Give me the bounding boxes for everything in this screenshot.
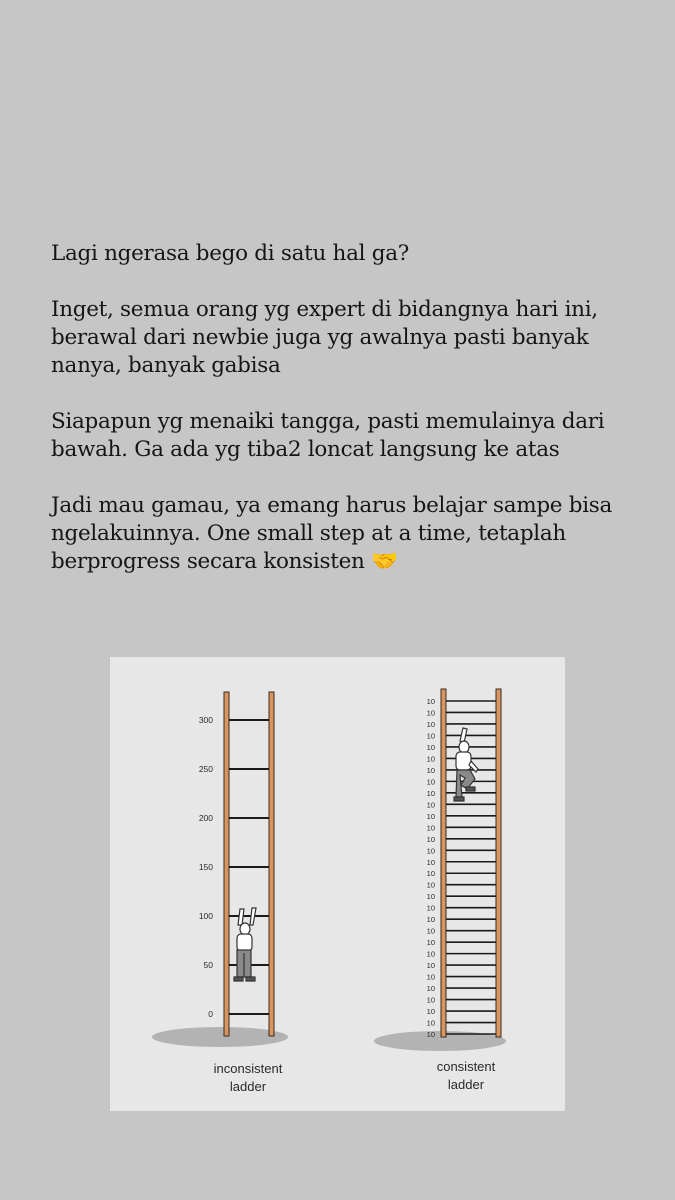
left-ladder-rung-label: 50 <box>203 960 213 970</box>
right-ladder-rail-right <box>496 689 501 1037</box>
right-ladder-label-line2: ladder <box>447 1077 485 1092</box>
text-fragment: berprogress secara konsisten <box>51 549 365 574</box>
right-ladder-rung-label: 10 <box>426 765 435 775</box>
text-line: Jadi mau gamau, ya emang harus belajar sampe bisa <box>51 493 613 518</box>
right-ladder-rung-label: 10 <box>426 742 435 752</box>
right-ladder-rung-label: 10 <box>426 846 435 856</box>
right-ladder-rung-label: 10 <box>426 995 435 1005</box>
left-ladder-rail-left <box>224 692 229 1036</box>
right-ladder-rung-label: 10 <box>426 961 435 971</box>
right-ladder-rung-label: 10 <box>426 777 435 787</box>
right-ladder-rung-label: 10 <box>426 903 435 913</box>
right-ladder-rung-label: 10 <box>426 915 435 925</box>
ladder-illustration <box>110 657 565 1111</box>
text-line-with-emoji <box>51 548 651 576</box>
left-ladder-rungs <box>199 715 269 1019</box>
paragraph-3 <box>51 408 651 464</box>
text-line: Siapapun yg menaiki tangga, pasti memulainya dari <box>51 409 605 434</box>
ladder-illustration-svg <box>110 657 565 1111</box>
right-ladder-rung-label: 10 <box>426 949 435 959</box>
text-line: bawah. Ga ada yg tiba2 loncat langsung ke atas <box>51 437 560 462</box>
climber-figure-climbing <box>454 728 478 801</box>
left-ladder-rung-label: 250 <box>198 764 213 774</box>
right-ladder-rung-label: 10 <box>426 892 435 902</box>
story-text <box>51 240 651 604</box>
text-line: Inget, semua orang yg expert di bidangnya hari ini, <box>51 297 598 322</box>
paragraph-2 <box>51 296 651 380</box>
left-ladder-rail-right <box>269 692 274 1036</box>
right-ladder-rung-label: 10 <box>426 869 435 879</box>
right-ladder-rung-label: 10 <box>426 1030 435 1039</box>
handshake-icon: 🤝 <box>371 549 398 574</box>
left-ladder-label-line1: inconsistent <box>213 1061 283 1076</box>
left-ladder-rung-label: 300 <box>198 715 213 725</box>
right-ladder-rung-label: 10 <box>426 823 435 833</box>
right-ladder-rung-label: 10 <box>426 857 435 867</box>
text-line: ngelakuinnya. One small step at a time, tetaplah <box>51 521 566 546</box>
right-ladder-rung-label: 10 <box>426 788 435 798</box>
paragraph-1 <box>51 240 651 268</box>
text-line: nanya, banyak gabisa <box>51 353 281 378</box>
right-ladder-label-line1: consistent <box>436 1059 496 1074</box>
left-ladder-rung-label: 0 <box>208 1009 213 1019</box>
paragraph-4 <box>51 492 651 576</box>
right-ladder-rung-label: 10 <box>426 731 435 741</box>
right-ladder-rung-label: 10 <box>426 811 435 821</box>
right-ladder-rung-label: 10 <box>426 708 435 718</box>
right-ladder-rung-label: 10 <box>426 1018 435 1028</box>
right-ladder-rung-label: 10 <box>426 834 435 844</box>
climber-figure-reaching <box>234 908 256 981</box>
right-ladder-rung-label: 10 <box>426 938 435 948</box>
left-ladder-rung-label: 100 <box>198 911 213 921</box>
right-ladder-rung-label: 10 <box>426 754 435 764</box>
left-ladder-rung-label: 200 <box>198 813 213 823</box>
text-line: Lagi ngerasa bego di satu hal ga? <box>51 241 409 266</box>
right-ladder-rung-label: 10 <box>426 972 435 982</box>
left-ladder-shadow <box>152 1027 288 1047</box>
left-ladder-label-line2: ladder <box>229 1079 267 1094</box>
right-ladder-rail-left <box>441 689 446 1037</box>
text-line: berawal dari newbie juga yg awalnya pasti banyak <box>51 325 589 350</box>
right-ladder-rung-label: 10 <box>426 800 435 810</box>
right-ladder-rung-label: 10 <box>426 984 435 994</box>
right-ladder-rung-label: 10 <box>426 1007 435 1017</box>
right-ladder-rung-label: 10 <box>426 880 435 890</box>
left-ladder-rung-label: 150 <box>198 862 213 872</box>
right-ladder-rung-label: 10 <box>426 926 435 936</box>
right-ladder-rung-label: 10 <box>426 697 435 706</box>
right-ladder-rung-label: 10 <box>426 719 435 729</box>
